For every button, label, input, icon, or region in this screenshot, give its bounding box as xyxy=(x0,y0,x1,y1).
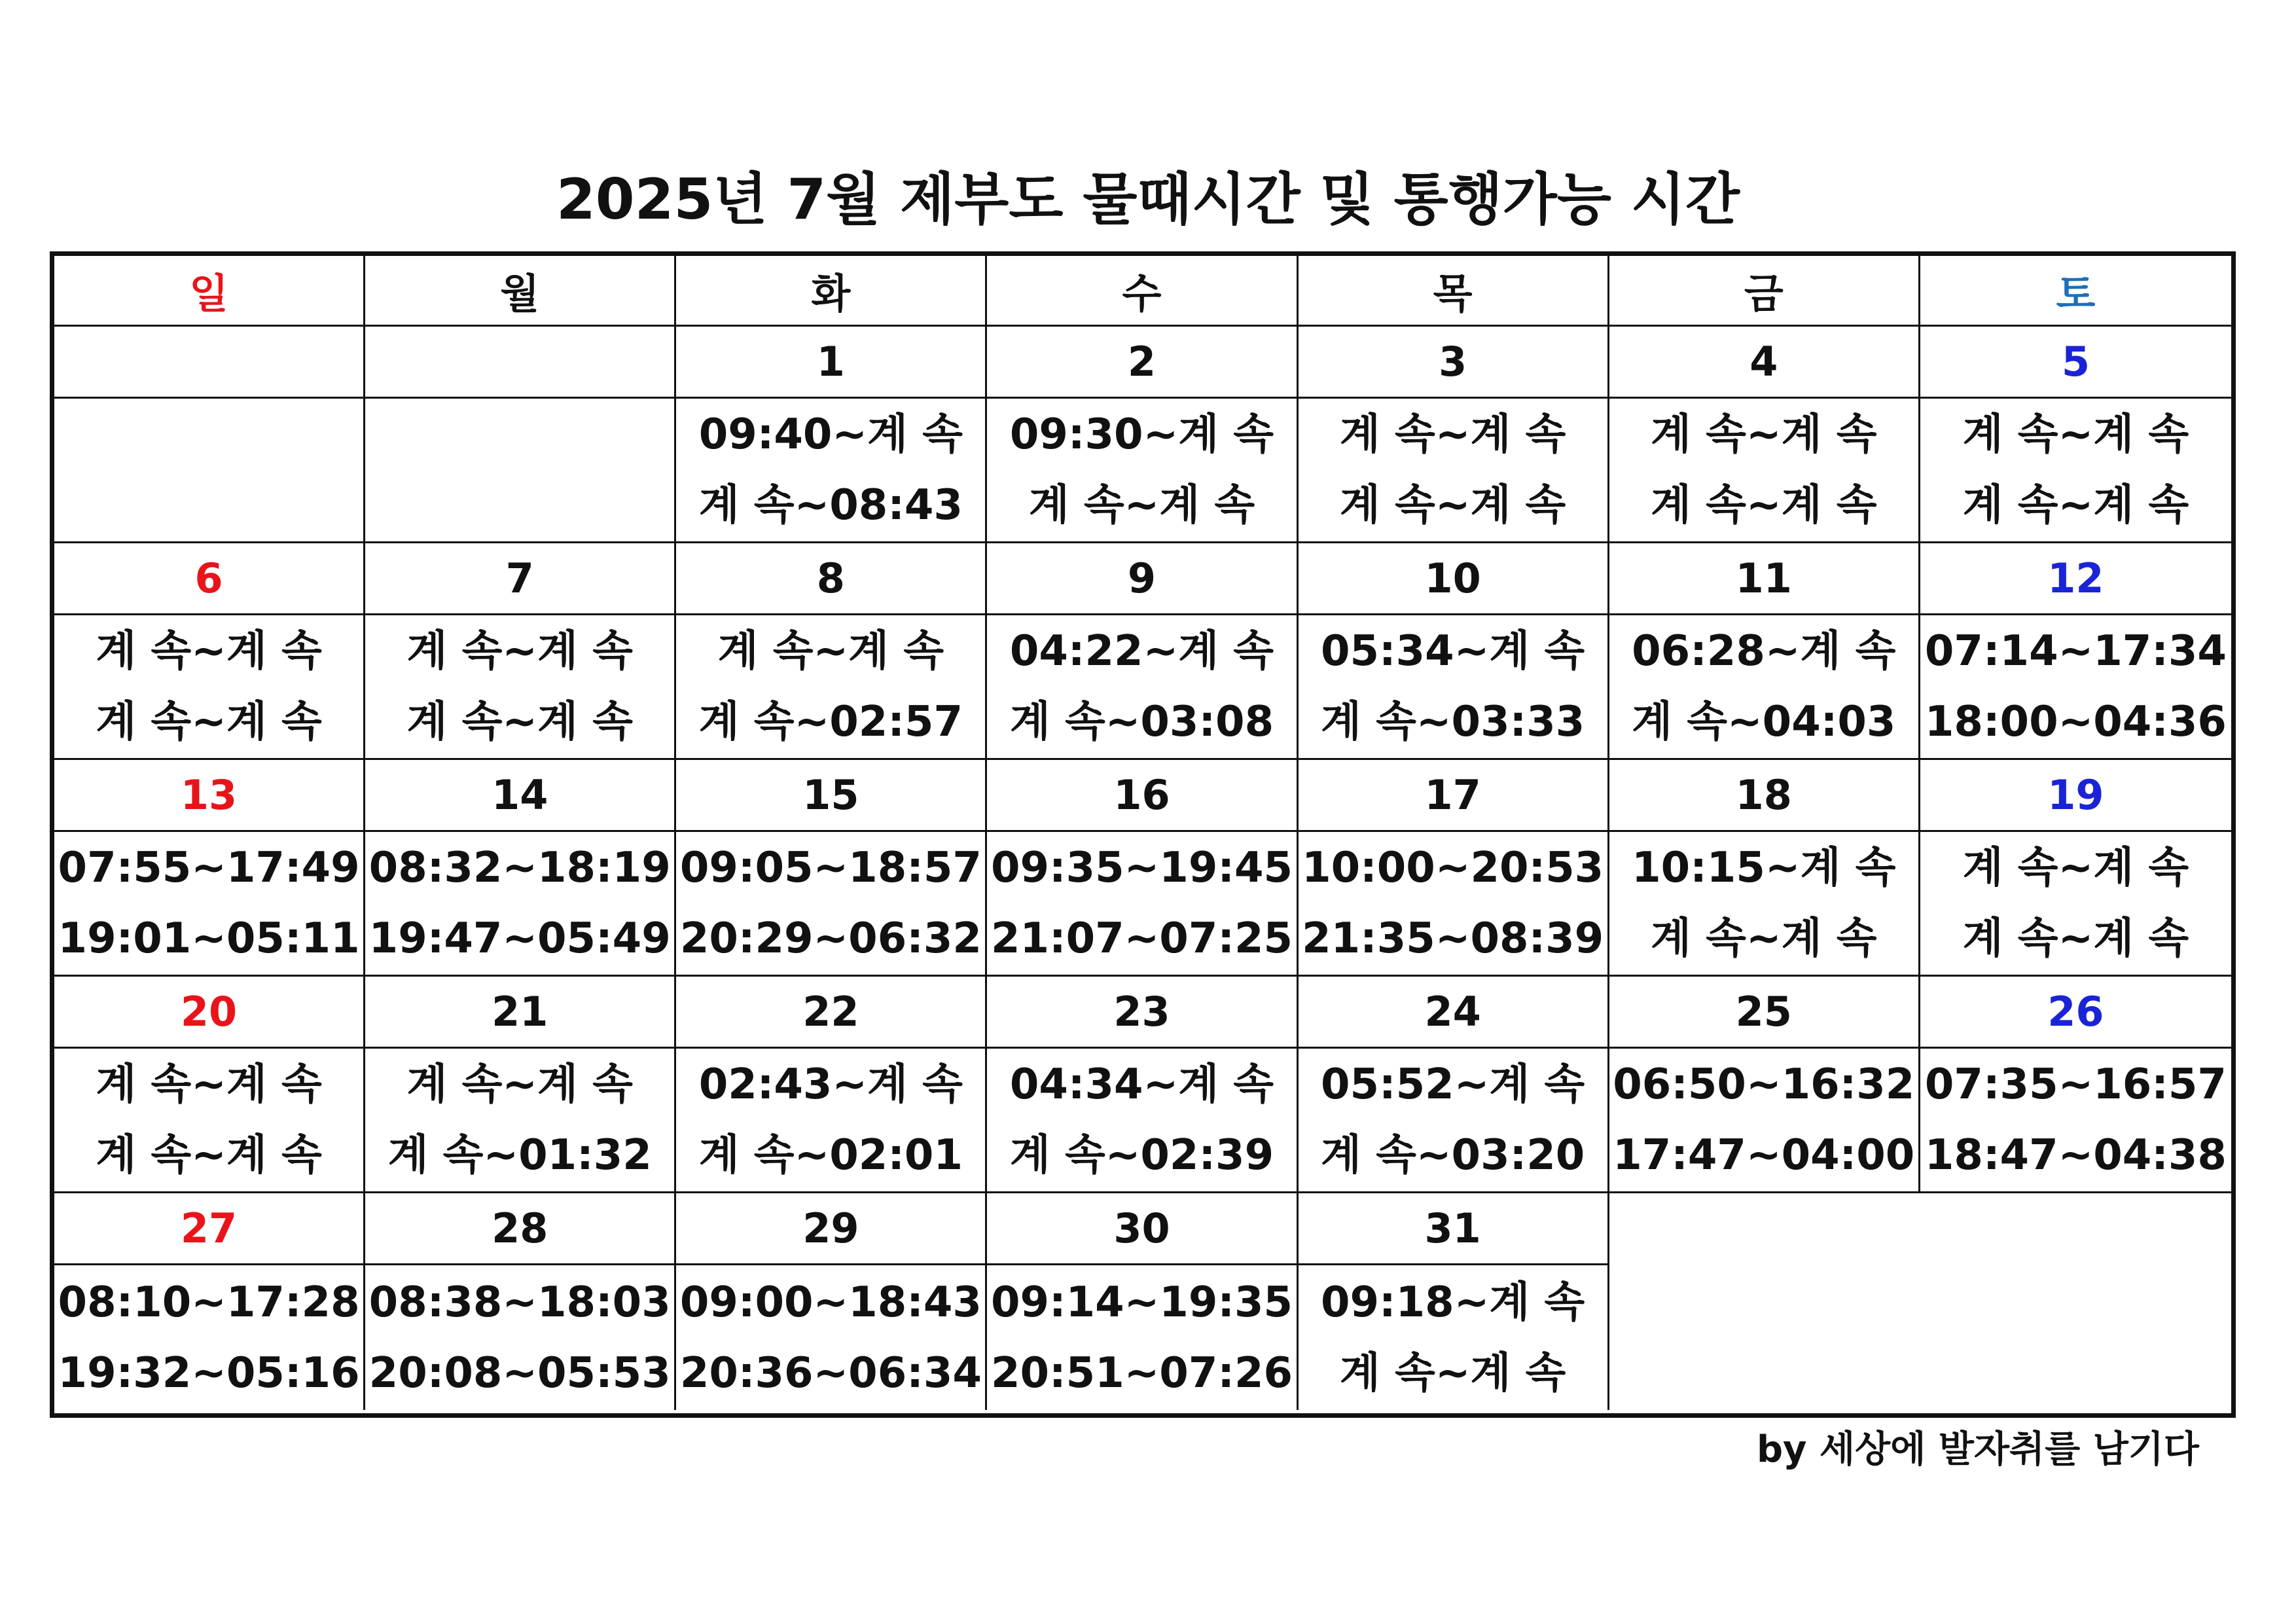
passable-times-cell xyxy=(54,1265,365,1410)
passable-time-range: 09:35~19:45 xyxy=(990,844,1293,892)
passable-time-range: 06:50~16:32 xyxy=(1613,1060,1915,1109)
passable-times-cell xyxy=(1920,615,2231,760)
passable-times-cell xyxy=(54,832,365,977)
passable-time-range: 06:28~계 속 xyxy=(1632,627,1896,676)
author-credit: by 세상에 발자취를 남기다 xyxy=(1756,1428,2199,1471)
passable-time-range: 계 속~계 속 xyxy=(406,698,633,746)
passable-times-cell xyxy=(1609,615,1920,760)
passable-times-cell xyxy=(54,1049,365,1193)
passable-time-range: 09:40~계 속 xyxy=(698,410,963,459)
weekday-header-mon: 월 xyxy=(365,256,676,327)
date-cell: 6 xyxy=(54,543,365,615)
passable-time-range: 계 속~02:57 xyxy=(698,698,963,746)
passable-time-range: 19:01~05:11 xyxy=(58,914,360,963)
date-cell: 29 xyxy=(676,1193,987,1265)
passable-time-range: 20:36~06:34 xyxy=(679,1348,982,1398)
date-cell: 24 xyxy=(1299,977,1609,1049)
passable-times-cell xyxy=(1299,832,1609,977)
passable-time-range: 07:35~16:57 xyxy=(1924,1060,2227,1109)
passable-times-cell xyxy=(676,399,987,543)
passable-time-range: 17:47~04:00 xyxy=(1613,1131,1915,1180)
date-cell: 8 xyxy=(676,543,987,615)
passable-times-cell xyxy=(1920,1049,2231,1193)
date-cell: 17 xyxy=(1299,760,1609,832)
passable-times-cell xyxy=(365,615,676,760)
date-cell xyxy=(54,327,365,399)
date-cell: 3 xyxy=(1299,327,1609,399)
passable-time-range: 계 속~계 속 xyxy=(96,1131,322,1180)
date-cell: 26 xyxy=(1920,977,2231,1049)
passable-time-range: 계 속~계 속 xyxy=(1339,410,1566,459)
passable-time-range: 계 속~계 속 xyxy=(1962,410,2189,459)
date-cell: 19 xyxy=(1920,760,2231,832)
passable-time-range: 계 속~계 속 xyxy=(717,627,944,676)
passable-time-range: 09:30~계 속 xyxy=(1009,410,1274,459)
date-cell: 28 xyxy=(365,1193,676,1265)
weekday-header-tue: 화 xyxy=(676,256,987,327)
passable-time-range: 10:15~계 속 xyxy=(1632,844,1896,892)
passable-time-range: 04:34~계 속 xyxy=(1009,1060,1274,1109)
passable-times-cell xyxy=(1609,832,1920,977)
passable-time-range: 계 속~계 속 xyxy=(1962,844,2189,892)
passable-time-range: 18:47~04:38 xyxy=(1924,1131,2227,1180)
date-cell: 13 xyxy=(54,760,365,832)
passable-time-range: 계 속~03:08 xyxy=(1009,698,1274,746)
date-cell: 18 xyxy=(1609,760,1920,832)
passable-times-cell xyxy=(1299,615,1609,760)
passable-times-cell xyxy=(987,1049,1298,1193)
passable-times-cell xyxy=(54,615,365,760)
passable-time-range: 07:14~17:34 xyxy=(1924,627,2227,676)
page-title: 2025년 7월 제부도 물때시간 및 통행가능 시간 xyxy=(556,167,1740,232)
passable-time-range: 02:43~계 속 xyxy=(698,1060,963,1109)
date-cell: 4 xyxy=(1609,327,1920,399)
date-cell: 20 xyxy=(54,977,365,1049)
date-cell: 2 xyxy=(987,327,1298,399)
passable-time-range: 20:29~06:32 xyxy=(679,914,982,963)
date-cell: 15 xyxy=(676,760,987,832)
passable-time-range: 계 속~08:43 xyxy=(698,481,963,530)
date-cell: 1 xyxy=(676,327,987,399)
passable-time-range: 계 속~계 속 xyxy=(96,627,322,676)
passable-time-range: 계 속~01:32 xyxy=(387,1131,652,1180)
passable-time-range: 21:07~07:25 xyxy=(990,914,1293,963)
passable-time-range: 21:35~08:39 xyxy=(1302,914,1604,963)
passable-time-range: 계 속~계 속 xyxy=(1339,1348,1566,1398)
passable-time-range: 08:38~18:03 xyxy=(368,1278,671,1327)
passable-times-cell xyxy=(1920,832,2231,977)
date-cell: 31 xyxy=(1299,1193,1609,1265)
weekday-header-sat: 토 xyxy=(1920,256,2231,327)
passable-times-cell xyxy=(676,1265,987,1410)
passable-time-range: 04:22~계 속 xyxy=(1009,627,1274,676)
passable-times-cell xyxy=(1609,399,1920,543)
date-cell: 9 xyxy=(987,543,1298,615)
passable-time-range: 08:32~18:19 xyxy=(368,844,671,892)
passable-times-cell xyxy=(1920,399,2231,543)
passable-times-cell xyxy=(365,1265,676,1410)
passable-times-cell xyxy=(1299,399,1609,543)
passable-times-cell xyxy=(676,1049,987,1193)
date-cell: 12 xyxy=(1920,543,2231,615)
passable-time-range: 계 속~계 속 xyxy=(1962,914,2189,963)
passable-time-range: 계 속~02:39 xyxy=(1009,1131,1274,1180)
passable-time-range: 20:51~07:26 xyxy=(990,1348,1293,1398)
tide-calendar-table xyxy=(50,251,2236,1418)
passable-time-range: 계 속~계 속 xyxy=(1651,481,1877,530)
passable-time-range: 18:00~04:36 xyxy=(1924,698,2227,746)
passable-time-range: 09:05~18:57 xyxy=(679,844,982,892)
passable-time-range: 계 속~계 속 xyxy=(1339,481,1566,530)
date-cell: 23 xyxy=(987,977,1298,1049)
date-cell: 14 xyxy=(365,760,676,832)
passable-time-range: 19:47~05:49 xyxy=(368,914,671,963)
passable-times-cell xyxy=(676,832,987,977)
passable-time-range: 09:14~19:35 xyxy=(990,1278,1293,1327)
passable-times-cell xyxy=(987,1265,1298,1410)
passable-time-range: 계 속~계 속 xyxy=(1651,914,1877,963)
passable-time-range: 05:52~계 속 xyxy=(1320,1060,1585,1109)
weekday-header-sun: 일 xyxy=(54,256,365,327)
date-cell: 11 xyxy=(1609,543,1920,615)
passable-time-range: 09:18~계 속 xyxy=(1320,1278,1585,1327)
passable-times-cell xyxy=(987,399,1298,543)
passable-time-range: 07:55~17:49 xyxy=(58,844,360,892)
weekday-header-thu: 목 xyxy=(1299,256,1609,327)
passable-time-range: 계 속~계 속 xyxy=(96,698,322,746)
passable-time-range: 05:34~계 속 xyxy=(1320,627,1585,676)
passable-time-range: 계 속~03:20 xyxy=(1320,1131,1585,1180)
empty-area xyxy=(1609,1193,2231,1410)
passable-times-cell xyxy=(365,399,676,543)
passable-time-range: 계 속~계 속 xyxy=(96,1060,322,1109)
passable-times-cell xyxy=(1299,1049,1609,1193)
passable-times-cell xyxy=(365,1049,676,1193)
date-cell: 22 xyxy=(676,977,987,1049)
passable-time-range: 계 속~계 속 xyxy=(1028,481,1255,530)
date-cell xyxy=(365,327,676,399)
passable-time-range: 계 속~03:33 xyxy=(1320,698,1585,746)
date-cell: 21 xyxy=(365,977,676,1049)
date-cell: 30 xyxy=(987,1193,1298,1265)
date-cell: 27 xyxy=(54,1193,365,1265)
passable-time-range: 계 속~계 속 xyxy=(406,1060,633,1109)
passable-time-range: 계 속~계 속 xyxy=(1651,410,1877,459)
date-cell: 25 xyxy=(1609,977,1920,1049)
passable-time-range: 08:10~17:28 xyxy=(58,1278,360,1327)
passable-time-range: 10:00~20:53 xyxy=(1302,844,1604,892)
date-cell: 5 xyxy=(1920,327,2231,399)
date-cell: 16 xyxy=(987,760,1298,832)
passable-time-range: 19:32~05:16 xyxy=(58,1348,360,1398)
passable-times-cell xyxy=(365,832,676,977)
passable-times-cell xyxy=(1609,1049,1920,1193)
passable-times-cell xyxy=(676,615,987,760)
weekday-header-fri: 금 xyxy=(1609,256,1920,327)
weekday-header-wed: 수 xyxy=(987,256,1298,327)
passable-times-cell xyxy=(987,615,1298,760)
passable-time-range: 계 속~04:03 xyxy=(1632,698,1896,746)
passable-times-cell xyxy=(54,399,365,543)
passable-time-range: 계 속~02:01 xyxy=(698,1131,963,1180)
date-cell: 7 xyxy=(365,543,676,615)
passable-time-range: 계 속~계 속 xyxy=(1962,481,2189,530)
passable-time-range: 계 속~계 속 xyxy=(406,627,633,676)
passable-times-cell xyxy=(987,832,1298,977)
passable-time-range: 09:00~18:43 xyxy=(679,1278,982,1327)
passable-time-range: 20:08~05:53 xyxy=(368,1348,671,1398)
passable-times-cell xyxy=(1299,1265,1609,1410)
date-cell: 10 xyxy=(1299,543,1609,615)
